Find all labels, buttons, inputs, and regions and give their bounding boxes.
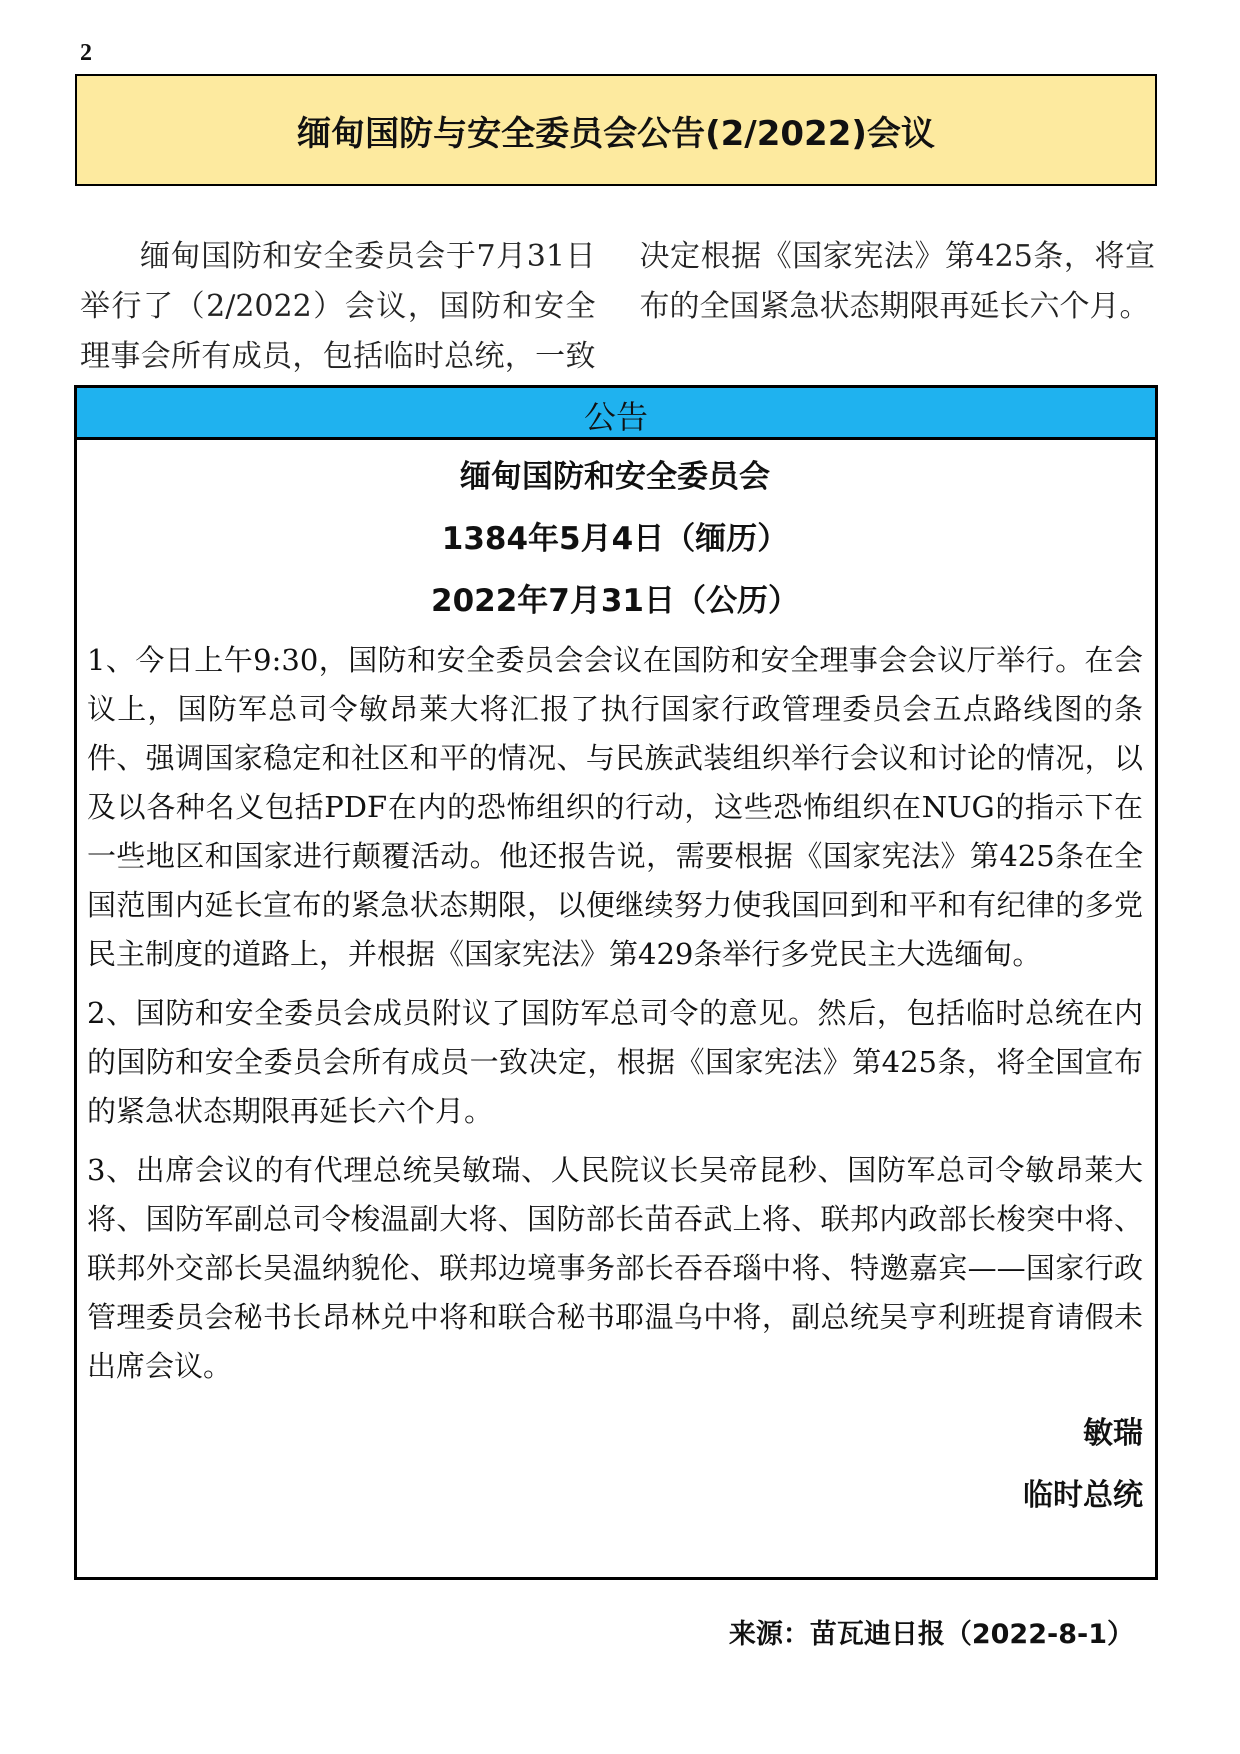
notice-header: 公告 xyxy=(77,388,1155,440)
notice-date-myanmar: 1384年5月4日（缅历） xyxy=(441,521,789,557)
page-number: 2 xyxy=(80,40,92,66)
source-credit: 来源：苗瓦迪日报（2022-8-1） xyxy=(728,1619,1134,1650)
notice-paragraph-3: 3、出席会议的有代理总统吴敏瑞、人民院议长吴帝昆秒、国防军总司令敏昂莱大将、国防军副总司令梭温副大将、国防部长苗吞武上将、联邦内政部长梭突中将、联邦外交部长吴温纳貌伦、联邦边境事务部长吞吞瑙中将、特邀嘉宾——国家行政管理委员会秘书长昂林兑中将和联合秘书耶温乌中将，副总统吴亨利班提育请假未出席会议。 xyxy=(87,1153,1143,1383)
notice-box xyxy=(74,385,1158,1580)
notice-body xyxy=(87,446,1143,1527)
notice-date-gregorian: 2022年7月31日（公历） xyxy=(431,583,799,619)
notice-organization: 缅甸国防和安全委员会 xyxy=(460,459,770,495)
signature-title: 临时总统 xyxy=(1023,1478,1143,1513)
title-banner xyxy=(75,74,1157,186)
intro-paragraph: 缅甸国防和安全委员会于7月31日举行了（2/2022）会议，国防和安全理事会所有成员，包括临时总统，一致决定根据《国家宪法》第425条，将宣布的全国紧急状态期限再延长六个月。 xyxy=(80,239,1155,374)
notice-paragraph-2: 2、国防和安全委员会成员附议了国防军总司令的意见。然后，包括临时总统在内的国防和安全委员会所有成员一致决定，根据《国家宪法》第425条，将全国宣布的紧急状态期限再延长六个月。 xyxy=(87,996,1143,1128)
page-title: 缅甸国防与安全委员会公告(2/2022)会议 xyxy=(297,113,935,154)
notice-paragraph-1: 1、今日上午9:30，国防和安全委员会会议在国防和安全理事会会议厅举行。在会议上，国防军总司令敏昂莱大将汇报了执行国家行政管理委员会五点路线图的条件、强调国家稳定和社区和平的情况、与民族武装组织举行会议和讨论的情况，以及以各种名义包括PDF在内的恐怖组织的行动，这些恐怖组织在NUG的指示下在一些地区和国家进行颠覆活动。他还报告说，需要根据《国家宪法》第425条在全国范围内延长宣布的紧急状态期限，以便继续努力使我国回到和平和有纪律的多党民主制度的道路上，并根据《国家宪法》第429条举行多党民主大选缅甸。 xyxy=(87,643,1143,971)
signature-name: 敏瑞 xyxy=(1083,1416,1143,1451)
